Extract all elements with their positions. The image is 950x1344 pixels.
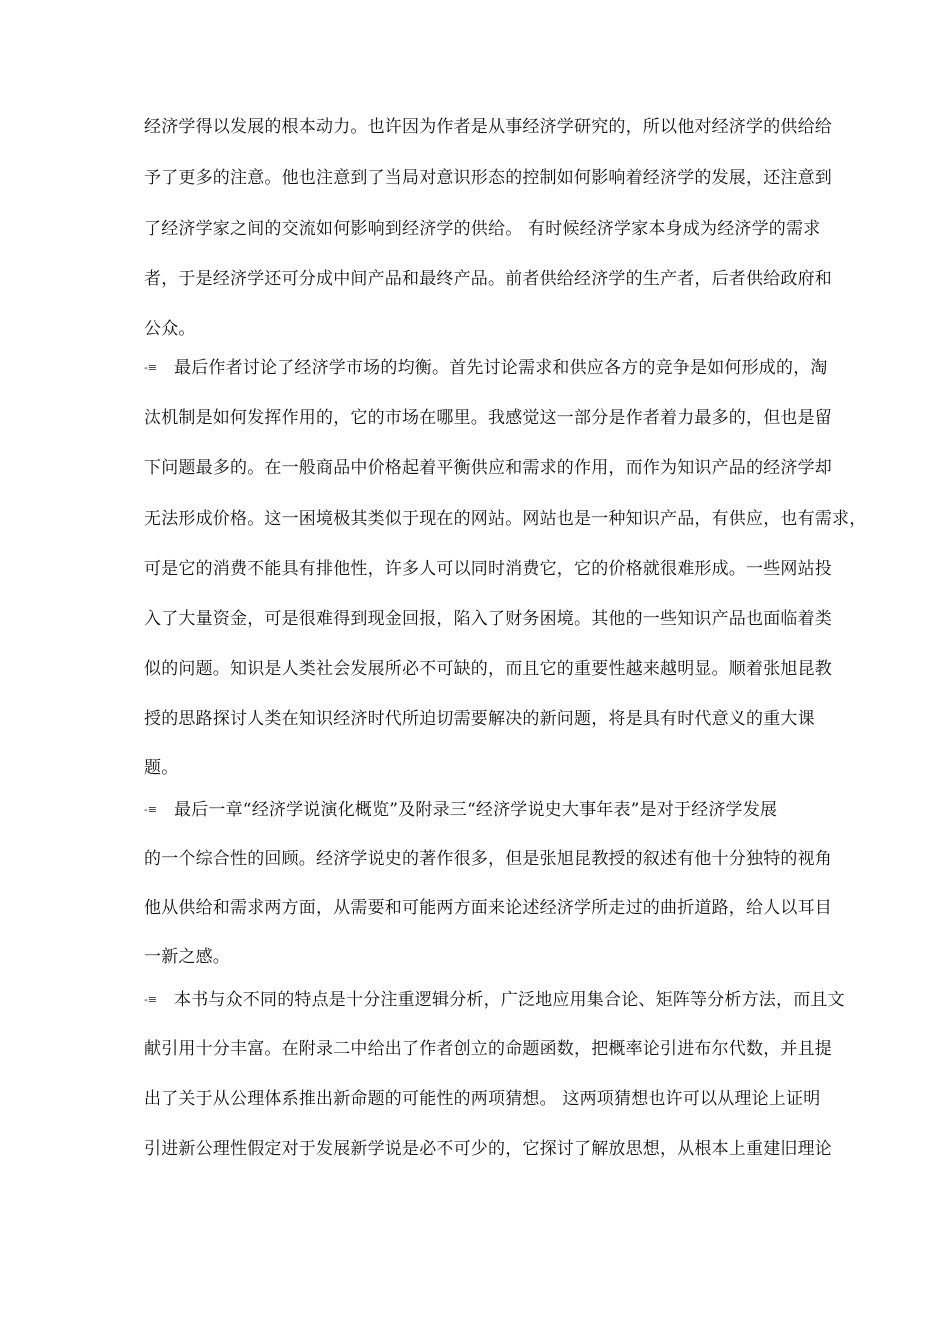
text-line: 入了大量资金，可是很难得到现金回报，陷入了财务困境。其他的一些知识产品也面临着类 [144, 609, 832, 629]
paragraph-bullet: -≡ [144, 803, 157, 816]
text-line: 他从供给和需求两方面，从需要和可能两方面来论述经济学所走过的曲折道路，给人以耳目 [144, 898, 832, 918]
text-line: 题。 [144, 758, 179, 778]
paragraph-bullet: -≡ [144, 993, 157, 1006]
text-line: 予了更多的注意。他也注意到了当局对意识形态的控制如何影响着经济学的发展，还注意到 [144, 168, 832, 188]
text-line: 授的思路探讨人类在知识经济时代所迫切需要解决的新问题，将是具有时代意义的重大课 [144, 709, 815, 729]
text-line: 献引用十分丰富。在附录二中给出了作者创立的命题函数，把概率论引进布尔代数，并且提 [144, 1039, 832, 1059]
text-line: 一新之感。 [144, 947, 230, 967]
text-line: 引进新公理性假定对于发展新学说是必不可少的，它探讨了解放思想，从根本上重建旧理论 [144, 1139, 832, 1159]
text-line: 最后一章“经济学说演化概览”及附录三“经济学说史大事年表”是对于经济学发展 [174, 800, 778, 820]
text-line: 最后作者讨论了经济学市场的均衡。首先讨论需求和供应各方的竞争是如何形成的，淘 [174, 358, 828, 378]
text-line: 出了关于从公理体系推出新命题的可能性的两项猜想。 这两项猜想也许可以从理论上证明 [144, 1089, 821, 1109]
text-line: 无法形成价格。这一困境极其类似于现在的网站。网站也是一种知识产品，有供应，也有需求， [144, 509, 867, 529]
text-line: 的一个综合性的回顾。经济学说史的著作很多，但是张旭昆教授的叙述有他十分独特的视角 [144, 849, 832, 869]
text-line: 经济学得以发展的根本动力。也许因为作者是从事经济学研究的，所以他对经济学的供给给 [144, 117, 832, 137]
text-line: 汰机制是如何发挥作用的，它的市场在哪里。我感觉这一部分是作者着力最多的，但也是留 [144, 408, 832, 428]
text-line: 下问题最多的。在一般商品中价格起着平衡供应和需求的作用，而作为知识产品的经济学却 [144, 458, 832, 478]
text-line: 者，于是经济学还可分成中间产品和最终产品。前者供给经济学的生产者，后者供给政府和 [144, 269, 832, 289]
text-line: 可是它的消费不能具有排他性，许多人可以同时消费它，它的价格就很难形成。一些网站投 [144, 559, 832, 579]
text-line: 似的问题。知识是人类社会发展所必不可缺的，而且它的重要性越来越明显。顺着张旭昆教 [144, 659, 832, 679]
text-line: 了经济学家之间的交流如何影响到经济学的供给。 有时候经济学家本身成为经济学的需求 [144, 219, 821, 239]
paragraph-bullet: -≡ [144, 361, 157, 374]
text-line: 本书与众不同的特点是十分注重逻辑分析，广泛地应用集合论、矩阵等分析方法，而且文 [174, 990, 845, 1010]
text-line: 公众。 [144, 319, 196, 339]
